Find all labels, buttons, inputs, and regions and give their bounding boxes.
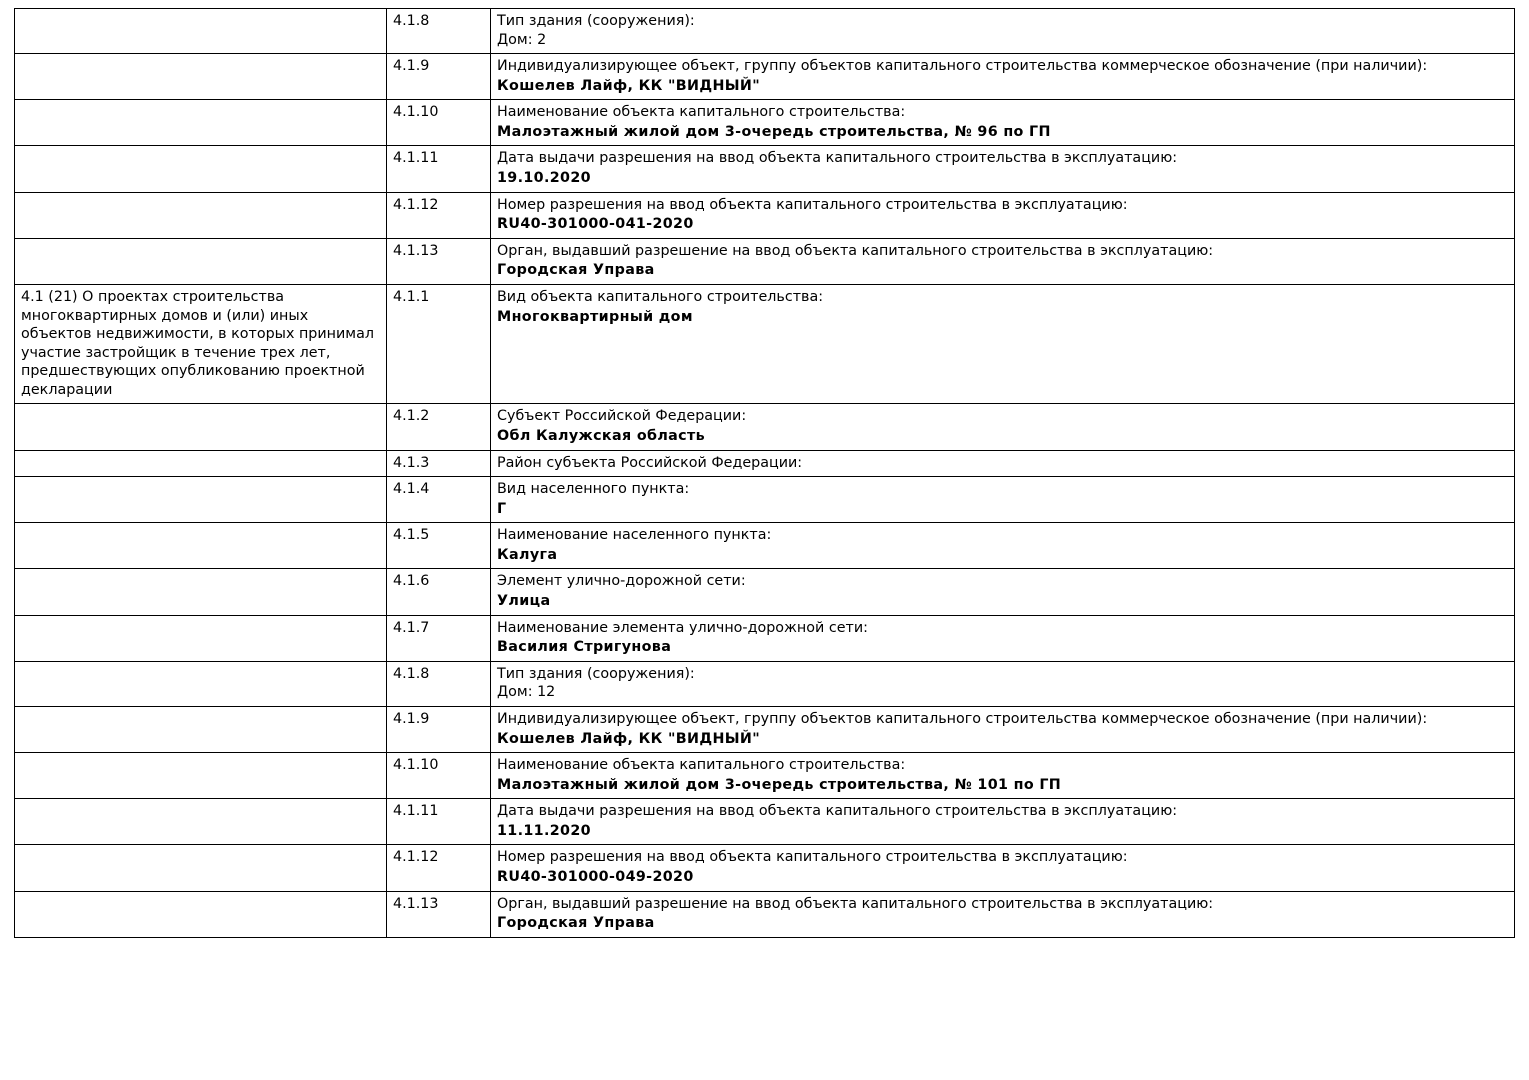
row-code: 4.1.5 xyxy=(387,523,491,569)
project-declaration-table xyxy=(14,8,1515,938)
row-code: 4.1.8 xyxy=(387,9,491,54)
table-row xyxy=(15,523,1515,569)
row-label: Индивидуализирующее объект, группу объектов капитального строительства коммерческое обозначение (при наличии): xyxy=(497,58,1428,75)
row-value: Городская Управа xyxy=(497,262,655,279)
table-row xyxy=(15,450,1515,477)
row-content xyxy=(491,569,1515,615)
row-value: Дом: 12 xyxy=(497,684,556,701)
row-code: 4.1.2 xyxy=(387,404,491,450)
table-row xyxy=(15,100,1515,146)
row-code: 4.1.9 xyxy=(387,706,491,752)
table-row xyxy=(15,706,1515,752)
row-label: Элемент улично-дорожной сети: xyxy=(497,573,746,590)
row-section-label: 4.1 (21) О проектах строительства многоквартирных домов и (или) иных объектов недвижимости, в которых принимал участие застройщик в течение трех лет, предшествующих опубликованию проектной декларации xyxy=(15,284,387,403)
row-label: Дата выдачи разрешения на ввод объекта капитального строительства в эксплуатацию: xyxy=(497,150,1178,167)
row-value: Малоэтажный жилой дом 3-очередь строительства, № 96 по ГП xyxy=(497,123,1051,140)
row-value: Обл Калужская область xyxy=(497,427,705,444)
row-content xyxy=(491,238,1515,284)
row-value: Кошелев Лайф, КК "ВИДНЫЙ" xyxy=(497,730,761,747)
row-code: 4.1.12 xyxy=(387,192,491,238)
row-section-label xyxy=(15,891,387,937)
table-row xyxy=(15,9,1515,54)
row-section-label xyxy=(15,238,387,284)
row-value: 19.10.2020 xyxy=(497,170,591,187)
table-row xyxy=(15,615,1515,661)
row-code: 4.1.12 xyxy=(387,845,491,891)
row-content xyxy=(491,615,1515,661)
row-value: 11.11.2020 xyxy=(497,822,591,839)
table-row xyxy=(15,54,1515,100)
row-section-label xyxy=(15,569,387,615)
row-content xyxy=(491,54,1515,100)
row-code: 4.1.1 xyxy=(387,284,491,403)
row-code: 4.1.10 xyxy=(387,753,491,799)
row-code: 4.1.4 xyxy=(387,477,491,523)
table-row xyxy=(15,146,1515,192)
table-row xyxy=(15,753,1515,799)
table-row xyxy=(15,284,1515,403)
row-content xyxy=(491,523,1515,569)
row-label: Вид объекта капитального строительства: xyxy=(497,288,824,305)
row-label: Дата выдачи разрешения на ввод объекта капитального строительства в эксплуатацию: xyxy=(497,803,1178,820)
row-label: Наименование населенного пункта: xyxy=(497,527,772,544)
row-label: Наименование объекта капитального строительства: xyxy=(497,104,906,121)
row-label: Наименование объекта капитального строительства: xyxy=(497,757,906,774)
row-value: Малоэтажный жилой дом 3-очередь строительства, № 101 по ГП xyxy=(497,776,1062,793)
row-value: Дом: 2 xyxy=(497,31,547,48)
table-row xyxy=(15,192,1515,238)
row-label: Наименование элемента улично-дорожной сети: xyxy=(497,619,868,636)
row-section-label xyxy=(15,799,387,845)
row-code: 4.1.10 xyxy=(387,100,491,146)
row-code: 4.1.3 xyxy=(387,450,491,477)
row-label: Орган, выдавший разрешение на ввод объекта капитального строительства в эксплуатацию: xyxy=(497,242,1214,259)
table-row xyxy=(15,799,1515,845)
table-row xyxy=(15,238,1515,284)
row-section-label xyxy=(15,146,387,192)
row-content xyxy=(491,100,1515,146)
table-body xyxy=(15,9,1515,938)
row-content xyxy=(491,891,1515,937)
row-value: Г xyxy=(497,500,507,517)
row-code: 4.1.11 xyxy=(387,799,491,845)
row-value: RU40-301000-041-2020 xyxy=(497,216,694,233)
row-code: 4.1.9 xyxy=(387,54,491,100)
row-code: 4.1.13 xyxy=(387,891,491,937)
row-content xyxy=(491,753,1515,799)
table-row xyxy=(15,404,1515,450)
table-row xyxy=(15,661,1515,706)
row-label: Индивидуализирующее объект, группу объектов капитального строительства коммерческое обозначение (при наличии): xyxy=(497,710,1428,727)
row-value: Улица xyxy=(497,593,551,610)
row-section-label xyxy=(15,477,387,523)
row-label: Тип здания (сооружения): xyxy=(497,665,695,682)
table-row xyxy=(15,477,1515,523)
row-label: Номер разрешения на ввод объекта капитального строительства в эксплуатацию: xyxy=(497,196,1128,213)
row-content xyxy=(491,450,1515,477)
row-content xyxy=(491,706,1515,752)
row-section-label xyxy=(15,753,387,799)
row-code: 4.1.6 xyxy=(387,569,491,615)
row-content xyxy=(491,9,1515,54)
row-section-label xyxy=(15,615,387,661)
row-section-label xyxy=(15,523,387,569)
row-code: 4.1.7 xyxy=(387,615,491,661)
row-label: Район субъекта Российской Федерации: xyxy=(497,454,803,471)
row-code: 4.1.8 xyxy=(387,661,491,706)
table-row xyxy=(15,569,1515,615)
row-label: Орган, выдавший разрешение на ввод объекта капитального строительства в эксплуатацию: xyxy=(497,895,1214,912)
row-label: Субъект Российской Федерации: xyxy=(497,408,747,425)
row-content xyxy=(491,799,1515,845)
row-value: Калуга xyxy=(497,546,558,563)
row-code: 4.1.13 xyxy=(387,238,491,284)
row-section-label xyxy=(15,100,387,146)
row-value: Многоквартирный дом xyxy=(497,308,693,325)
row-content xyxy=(491,284,1515,403)
row-value: Городская Управа xyxy=(497,915,655,932)
table-row xyxy=(15,845,1515,891)
row-content xyxy=(491,192,1515,238)
row-content xyxy=(491,661,1515,706)
row-section-label xyxy=(15,54,387,100)
row-section-label xyxy=(15,706,387,752)
row-label: Номер разрешения на ввод объекта капитального строительства в эксплуатацию: xyxy=(497,849,1128,866)
row-label: Вид населенного пункта: xyxy=(497,481,690,498)
row-content xyxy=(491,146,1515,192)
row-content xyxy=(491,404,1515,450)
row-value: Василия Стригунова xyxy=(497,639,672,656)
row-label: Тип здания (сооружения): xyxy=(497,13,695,29)
row-content xyxy=(491,845,1515,891)
table-row xyxy=(15,891,1515,937)
row-value: RU40-301000-049-2020 xyxy=(497,868,694,885)
row-code: 4.1.11 xyxy=(387,146,491,192)
row-section-label xyxy=(15,845,387,891)
row-section-label xyxy=(15,192,387,238)
row-section-label xyxy=(15,661,387,706)
row-section-label xyxy=(15,9,387,54)
row-section-label xyxy=(15,450,387,477)
row-section-label xyxy=(15,404,387,450)
row-value: Кошелев Лайф, КК "ВИДНЫЙ" xyxy=(497,77,761,94)
row-content xyxy=(491,477,1515,523)
